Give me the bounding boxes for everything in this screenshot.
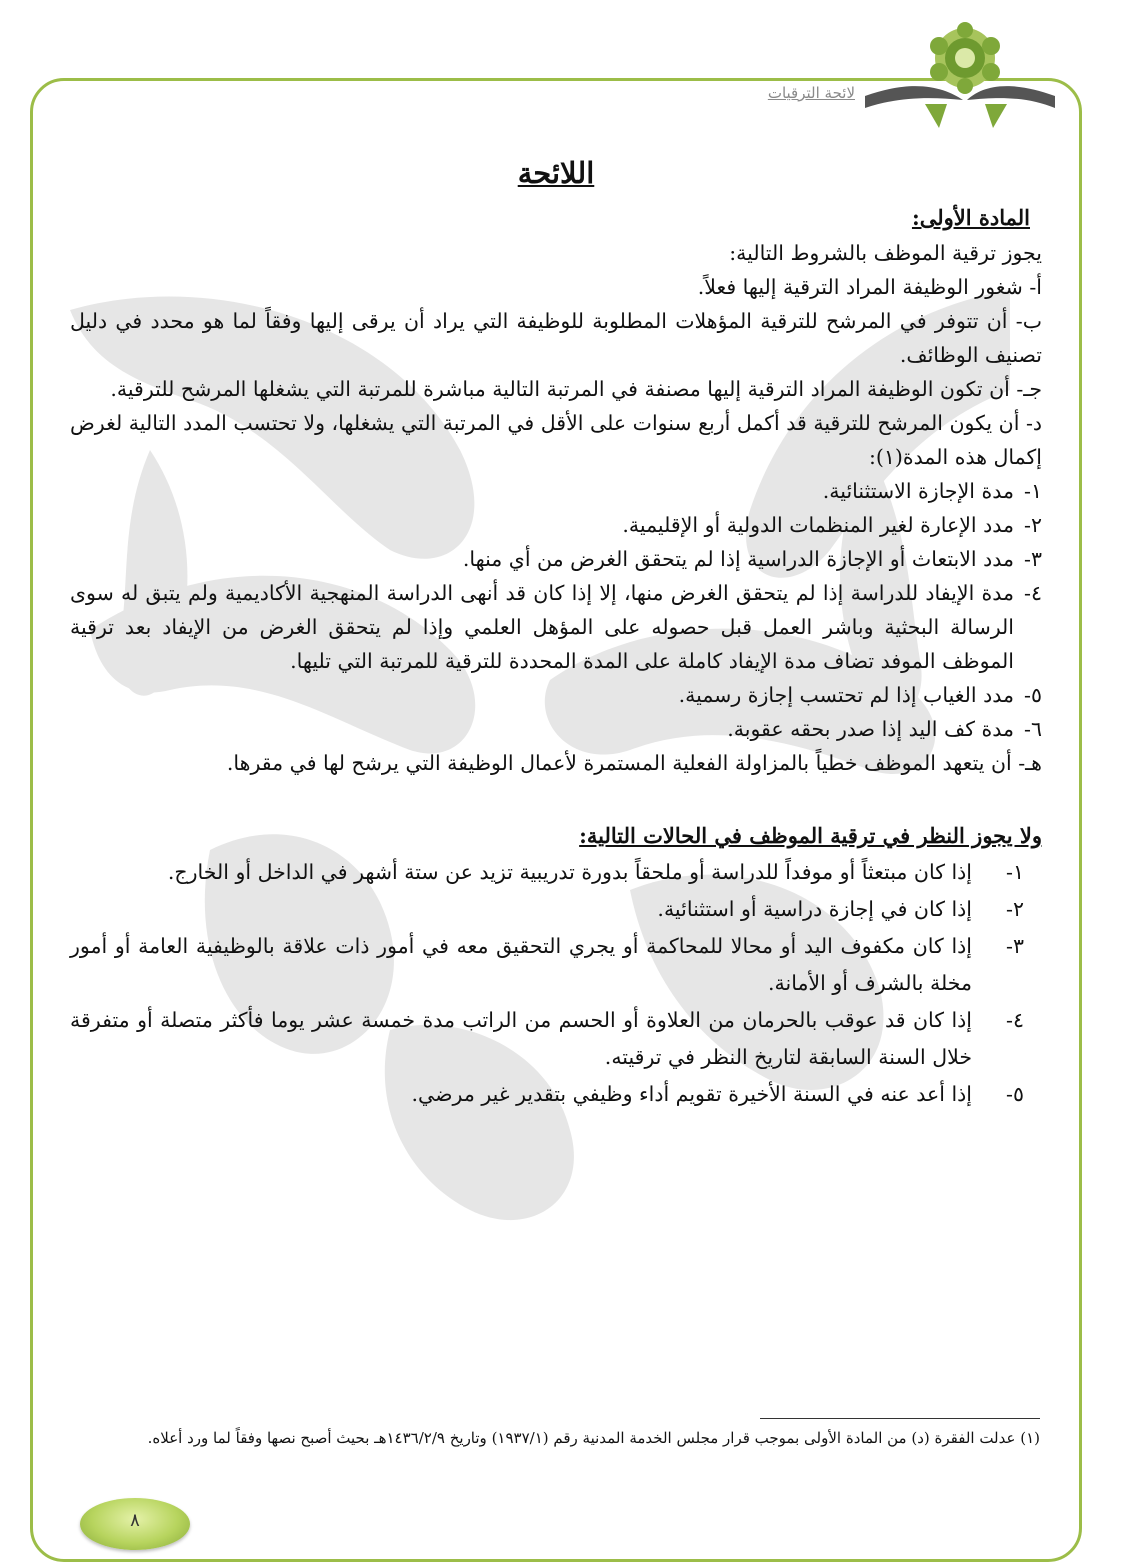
condition-a: أ- شغور الوظيفة المراد الترقية إليها فعلاً.: [697, 275, 1042, 299]
list-item-number: ٥-: [1006, 1082, 1024, 1106]
page-number-badge: [80, 1498, 190, 1550]
list-item-number: ٢-: [1024, 513, 1042, 537]
list-item: [70, 1076, 1042, 1113]
list-item: [70, 474, 1042, 508]
condition-h: هـ- أن يتعهد الموظف خطياً بالمزاولة الفعلية المستمرة لأعمال الوظيفة التي يرشح لها في مقرها.: [226, 751, 1042, 775]
list-item-number: ٤-: [1006, 1008, 1024, 1032]
cases-list: [70, 854, 1042, 1113]
list-item-number: ١-: [1006, 860, 1024, 884]
list-item-text: مدد الابتعاث أو الإجازة الدراسية إذا لم يتحقق الغرض من أي منها.: [462, 547, 1014, 571]
list-item-text: مدد الغياب إذا لم تحتسب إجازة رسمية.: [678, 683, 1014, 707]
page-number: ٨: [130, 1510, 140, 1531]
organization-logo: [855, 18, 1055, 138]
list-item: [70, 576, 1042, 678]
list-item-text: إذا كان قد عوقب بالحرمان من العلاوة أو الحسم من الراتب مدة خمسة عشر يوما فأكثر متصلة أو متفرقة خلال السنة السابقة لتاريخ النظر في ترقيته.: [70, 1008, 972, 1069]
footnote-divider: [760, 1418, 1040, 1419]
list-item-text: مدة كف اليد إذا صدر بحقه عقوبة.: [727, 717, 1014, 741]
list-item: [70, 542, 1042, 576]
list-item-text: إذا كان مبتعثاً أو موفداً للدراسة أو ملحقاً بدورة تدريبية تزيد عن ستة أشهر في الداخل أو الخارج.: [167, 860, 972, 884]
list-item: [70, 891, 1042, 928]
list-item-text: إذا كان مكفوف اليد أو محالا للمحاكمة أو يجري التحقيق معه في أمور ذات علاقة بالوظيفية العامة أو أمور مخلة بالشرف أو الأمانة.: [70, 934, 972, 995]
list-item-number: ٦-: [1024, 717, 1042, 741]
article-title: المادة الأولى:: [911, 205, 1030, 230]
document-body: [70, 150, 1042, 1113]
list-item: [70, 508, 1042, 542]
list-item-number: ٣-: [1006, 934, 1024, 958]
list-item-text: إذا أعد عنه في السنة الأخيرة تقويم أداء وظيفي بتقدير غير مرضي.: [411, 1082, 972, 1106]
list-item-number: ٥-: [1024, 683, 1042, 707]
running-header-title: لائحة الترقيات: [767, 84, 855, 102]
condition-d: د- أن يكون المرشح للترقية قد أكمل أربع سنوات على الأقل في المرتبة التي يشغلها، ولا تحتسب المدد التالية لغرض إكمال هذه المدة(١):: [70, 411, 1042, 469]
list-item-number: ٢-: [1006, 897, 1024, 921]
condition-c: جـ- أن تكون الوظيفة المراد الترقية إليها مصنفة في المرتبة التالية مباشرة للمرتبة التي يشغلها المرشح للترقية.: [110, 377, 1042, 401]
list-item-text: مدة الإجازة الاستثنائية.: [822, 479, 1014, 503]
list-item: [70, 712, 1042, 746]
document-title: اللائحة: [517, 156, 595, 190]
list-item-number: ٤-: [1024, 581, 1042, 605]
article-intro: يجوز ترقية الموظف بالشروط التالية:: [729, 241, 1042, 265]
list-item-text: مدد الإعارة لغير المنظمات الدولية أو الإقليمية.: [622, 513, 1014, 537]
list-item-text: مدة الإيفاد للدراسة إذا لم يتحقق الغرض منها، إلا إذا كان قد أنهى الدراسة المنهجية الأكاديمية ولم يتبق له سوى الرسالة البحثية وباشر العمل قبل حصوله على المؤهل العلمي وإذا لم يتحقق الغرض من الإيفاد بعد ترقية الموظف الموفد تضاف مدة الإيفاد كاملة على المدة المحددة للترقية للمرتبة التي تليها.: [70, 581, 1014, 673]
list-item: [70, 854, 1042, 891]
list-item: [70, 678, 1042, 712]
condition-b: ب- أن تتوفر في المرشح للترقية المؤهلات المطلوبة للوظيفة التي يراد أن يرقى إليها وفقاً لما هو محدد في دليل تصنيف الوظائف.: [70, 309, 1042, 367]
list-item: [70, 928, 1042, 1002]
cases-section-title: ولا يجوز النظر في ترقية الموظف في الحالات التالية:: [579, 823, 1042, 848]
list-item-text: إذا كان في إجازة دراسية أو استثنائية.: [657, 897, 972, 921]
footnote: (١) عدلت الفقرة (د) من المادة الأولى بموجب قرار مجلس الخدمة المدنية رقم (١٩٣٧/١) وتاريخ ١٤٣٦/٢/٩هـ بحيث أصبح نصها وفقاً لما ورد أعلاه.: [147, 1429, 1040, 1447]
excluded-periods-list: [70, 474, 1042, 746]
list-item-number: ٣-: [1024, 547, 1042, 571]
list-item-number: ١-: [1024, 479, 1042, 503]
list-item: [70, 1002, 1042, 1076]
